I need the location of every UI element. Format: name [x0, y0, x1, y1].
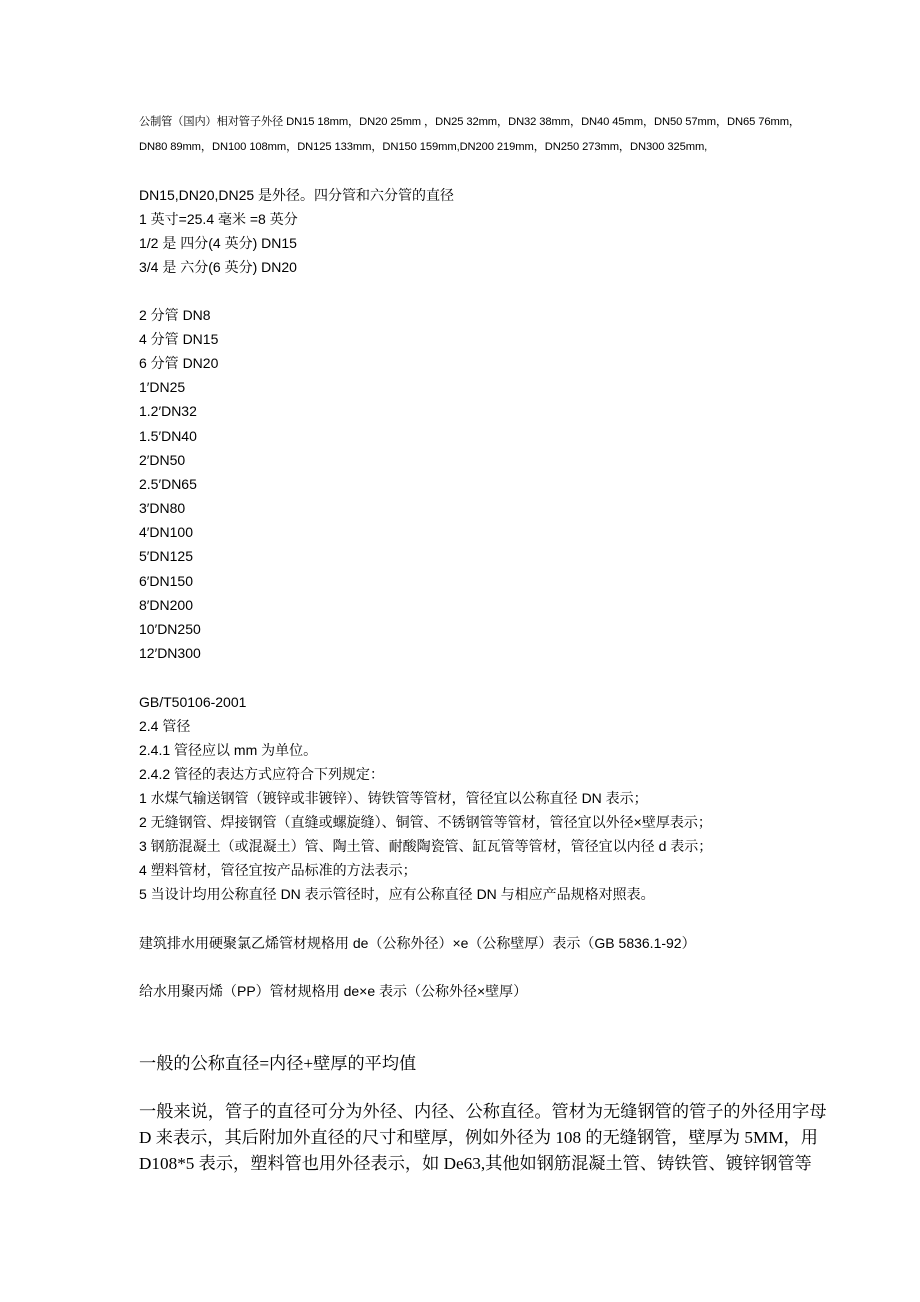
size-list-item: 2.5′DN65	[139, 476, 197, 492]
size-list-item: 1′DN25	[139, 379, 186, 395]
paragraph-line: 一般来说，管子的直径可分为外径、内径、公称直径。管材为无缝钢管的管子的外径用字母	[139, 1102, 827, 1121]
intro-line: 公制管（国内）相对管子外径 DN15 18mm，DN20 25mm ，DN25 32mm，DN32 38mm，DN40 45mm，DN50 57mm，DN65 76mm，	[139, 116, 801, 128]
text-line: 3/4 是 六分(6 英分) DN20	[139, 259, 297, 275]
size-list-item: 8′DN200	[139, 597, 193, 613]
pvc-note: 建筑排水用硬聚氯乙烯管材规格用 de（公称外径）×e（公称壁厚）表示（GB 5836.1-92）	[139, 935, 696, 951]
size-list-item: 4′DN100	[139, 524, 193, 540]
clause-line: 2.4.1 管径应以 mm 为单位。	[139, 742, 318, 758]
size-list-item: 12′DN300	[139, 645, 201, 661]
size-list-item: 5′DN125	[139, 548, 193, 564]
pp-note: 给水用聚丙烯（PP）管材规格用 de×e 表示（公称外径×壁厚）	[139, 983, 528, 999]
clause-item: 2 无缝钢管、焊接钢管（直缝或螺旋缝）、铜管、不锈钢管等管材，管径宜以外径×壁厚表示；	[139, 814, 712, 830]
size-list-item: 2′DN50	[139, 452, 186, 468]
size-list-item: 1.5′DN40	[139, 428, 197, 444]
size-list-item: 3′DN80	[139, 500, 186, 516]
clause-item: 4 塑料管材，管径宜按产品标准的方法表示；	[139, 862, 417, 878]
size-list-item: 10′DN250	[139, 621, 201, 637]
paragraph-line: D108*5 表示，塑料管也用外径表示，如 De63,其他如钢筋混凝土管、铸铁管、镀锌钢管等	[139, 1154, 812, 1173]
text-line: DN15,DN20,DN25 是外径。四分管和六分管的直径	[139, 187, 455, 203]
size-list-item: 2 分管 DN8	[139, 307, 211, 323]
nominal-heading: 一般的公称直径=内径+壁厚的平均值	[139, 1054, 417, 1073]
intro-line: DN80 89mm，DN100 108mm，DN125 133mm，DN150 159mm,DN200 219mm，DN250 273mm，DN300 325mm,	[139, 141, 708, 153]
clause-item: 3 钢筋混凝土（或混凝土）管、陶土管、耐酸陶瓷管、缸瓦管等管材，管径宜以内径 d 表示；	[139, 838, 713, 854]
clause-line: 2.4.2 管径的表达方式应符合下列规定：	[139, 766, 385, 782]
section-heading: 2.4 管径	[139, 718, 191, 734]
size-list-item: 4 分管 DN15	[139, 331, 219, 347]
standard-code: GB/T50106-2001	[139, 694, 247, 710]
paragraph-line: D 来表示，其后附加外直径的尺寸和壁厚，例如外径为 108 的无缝钢管，壁厚为 5MM，用	[139, 1128, 818, 1147]
clause-item: 5 当设计均用公称直径 DN 表示管径时，应有公称直径 DN 与相应产品规格对照表。	[139, 886, 655, 902]
size-list-item: 1.2′DN32	[139, 403, 197, 419]
size-list-item: 6′DN150	[139, 573, 193, 589]
text-line: 1 英寸=25.4 毫米 =8 英分	[139, 211, 298, 227]
size-list-item: 6 分管 DN20	[139, 355, 219, 371]
text-line: 1/2 是 四分(4 英分) DN15	[139, 235, 297, 251]
clause-item: 1 水煤气输送钢管（镀锌或非镀锌）、铸铁管等管材，管径宜以公称直径 DN 表示；	[139, 790, 648, 806]
